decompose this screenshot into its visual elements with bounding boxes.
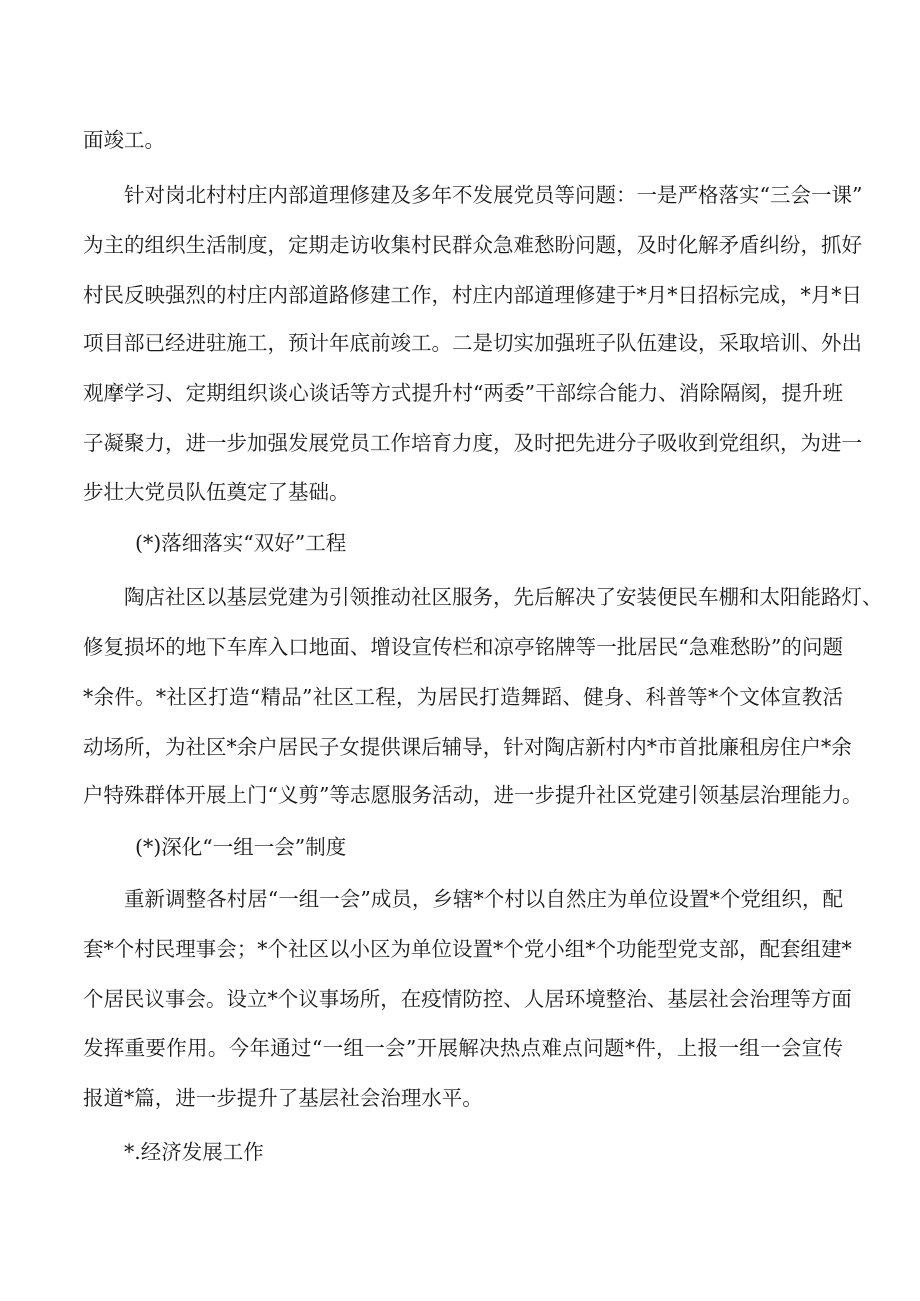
- paragraph-line: 针对岗北村村庄内部道理修建及多年不发展党员等问题：一是严格落实“三会一课”: [124, 183, 863, 207]
- paragraph-line: 动场所，为社区*余户居民子女提供课后辅导，针对陶店新村内*市首批廉租房住户*余: [83, 735, 852, 759]
- paragraph-line: 个居民议事会。设立*个议事场所，在疫情防控、人居环境整治、基层社会治理等方面: [83, 987, 852, 1011]
- paragraph-line: 修复损坏的地下车库入口地面、增设宣传栏和凉亭铭牌等一批居民“急难愁盼”的问题: [83, 635, 843, 659]
- section-heading: (*)落细落实“双好”工程: [135, 531, 347, 555]
- paragraph-line: 报道*篇，进一步提升了基层社会治理水平。: [83, 1086, 483, 1110]
- paragraph-line: 为主的组织生活制度，定期走访收集村民群众急难愁盼问题，及时化解矛盾纠纷，抓好: [83, 233, 862, 257]
- paragraph-line: *余件。*社区打造“精品”社区工程，为居民打造舞蹈、健身、科普等*个文体宣教活: [83, 685, 843, 709]
- paragraph-line: 面竣工。: [83, 128, 165, 152]
- paragraph-line: 子凝聚力，进一步加强发展党员工作培育力度，及时把先进分子吸收到党组织，为进一: [83, 431, 862, 455]
- section-heading: *.经济发展工作: [124, 1140, 264, 1164]
- paragraph-line: 套*个村民理事会；*个社区以小区为单位设置*个党小组*个功能型党支部，配套组建*: [83, 937, 852, 961]
- section-heading: (*)深化“一组一会”制度: [135, 835, 347, 859]
- paragraph-line: 陶店社区以基层党建为引领推动社区服务，先后解决了安装便民车棚和太阳能路灯、: [124, 585, 883, 609]
- paragraph-line: 村民反映强烈的村庄内部道路修建工作，村庄内部道理修建于*月*日招标完成，*月*日: [83, 283, 862, 307]
- paragraph-line: 步壮大党员队伍奠定了基础。: [83, 480, 350, 504]
- paragraph-line: 发挥重要作用。今年通过“一组一会”开展解决热点难点问题*件，上报一组一会宣传: [83, 1036, 843, 1060]
- paragraph-line: 重新调整各村居“一组一会”成员，乡辖*个村以自然庄为单位设置*个党组织，配: [124, 887, 843, 911]
- paragraph-line: 观摩学习、定期组织谈心谈话等方式提升村“两委”干部综合能力、消除隔阂，提升班: [83, 381, 843, 405]
- paragraph-line: 户特殊群体开展上门“义剪”等志愿服务活动，进一步提升社区党建引领基层治理能力。: [83, 783, 863, 807]
- paragraph-line: 项目部已经进驻施工，预计年底前竣工。二是切实加强班子队伍建设，采取培训、外出: [83, 331, 862, 355]
